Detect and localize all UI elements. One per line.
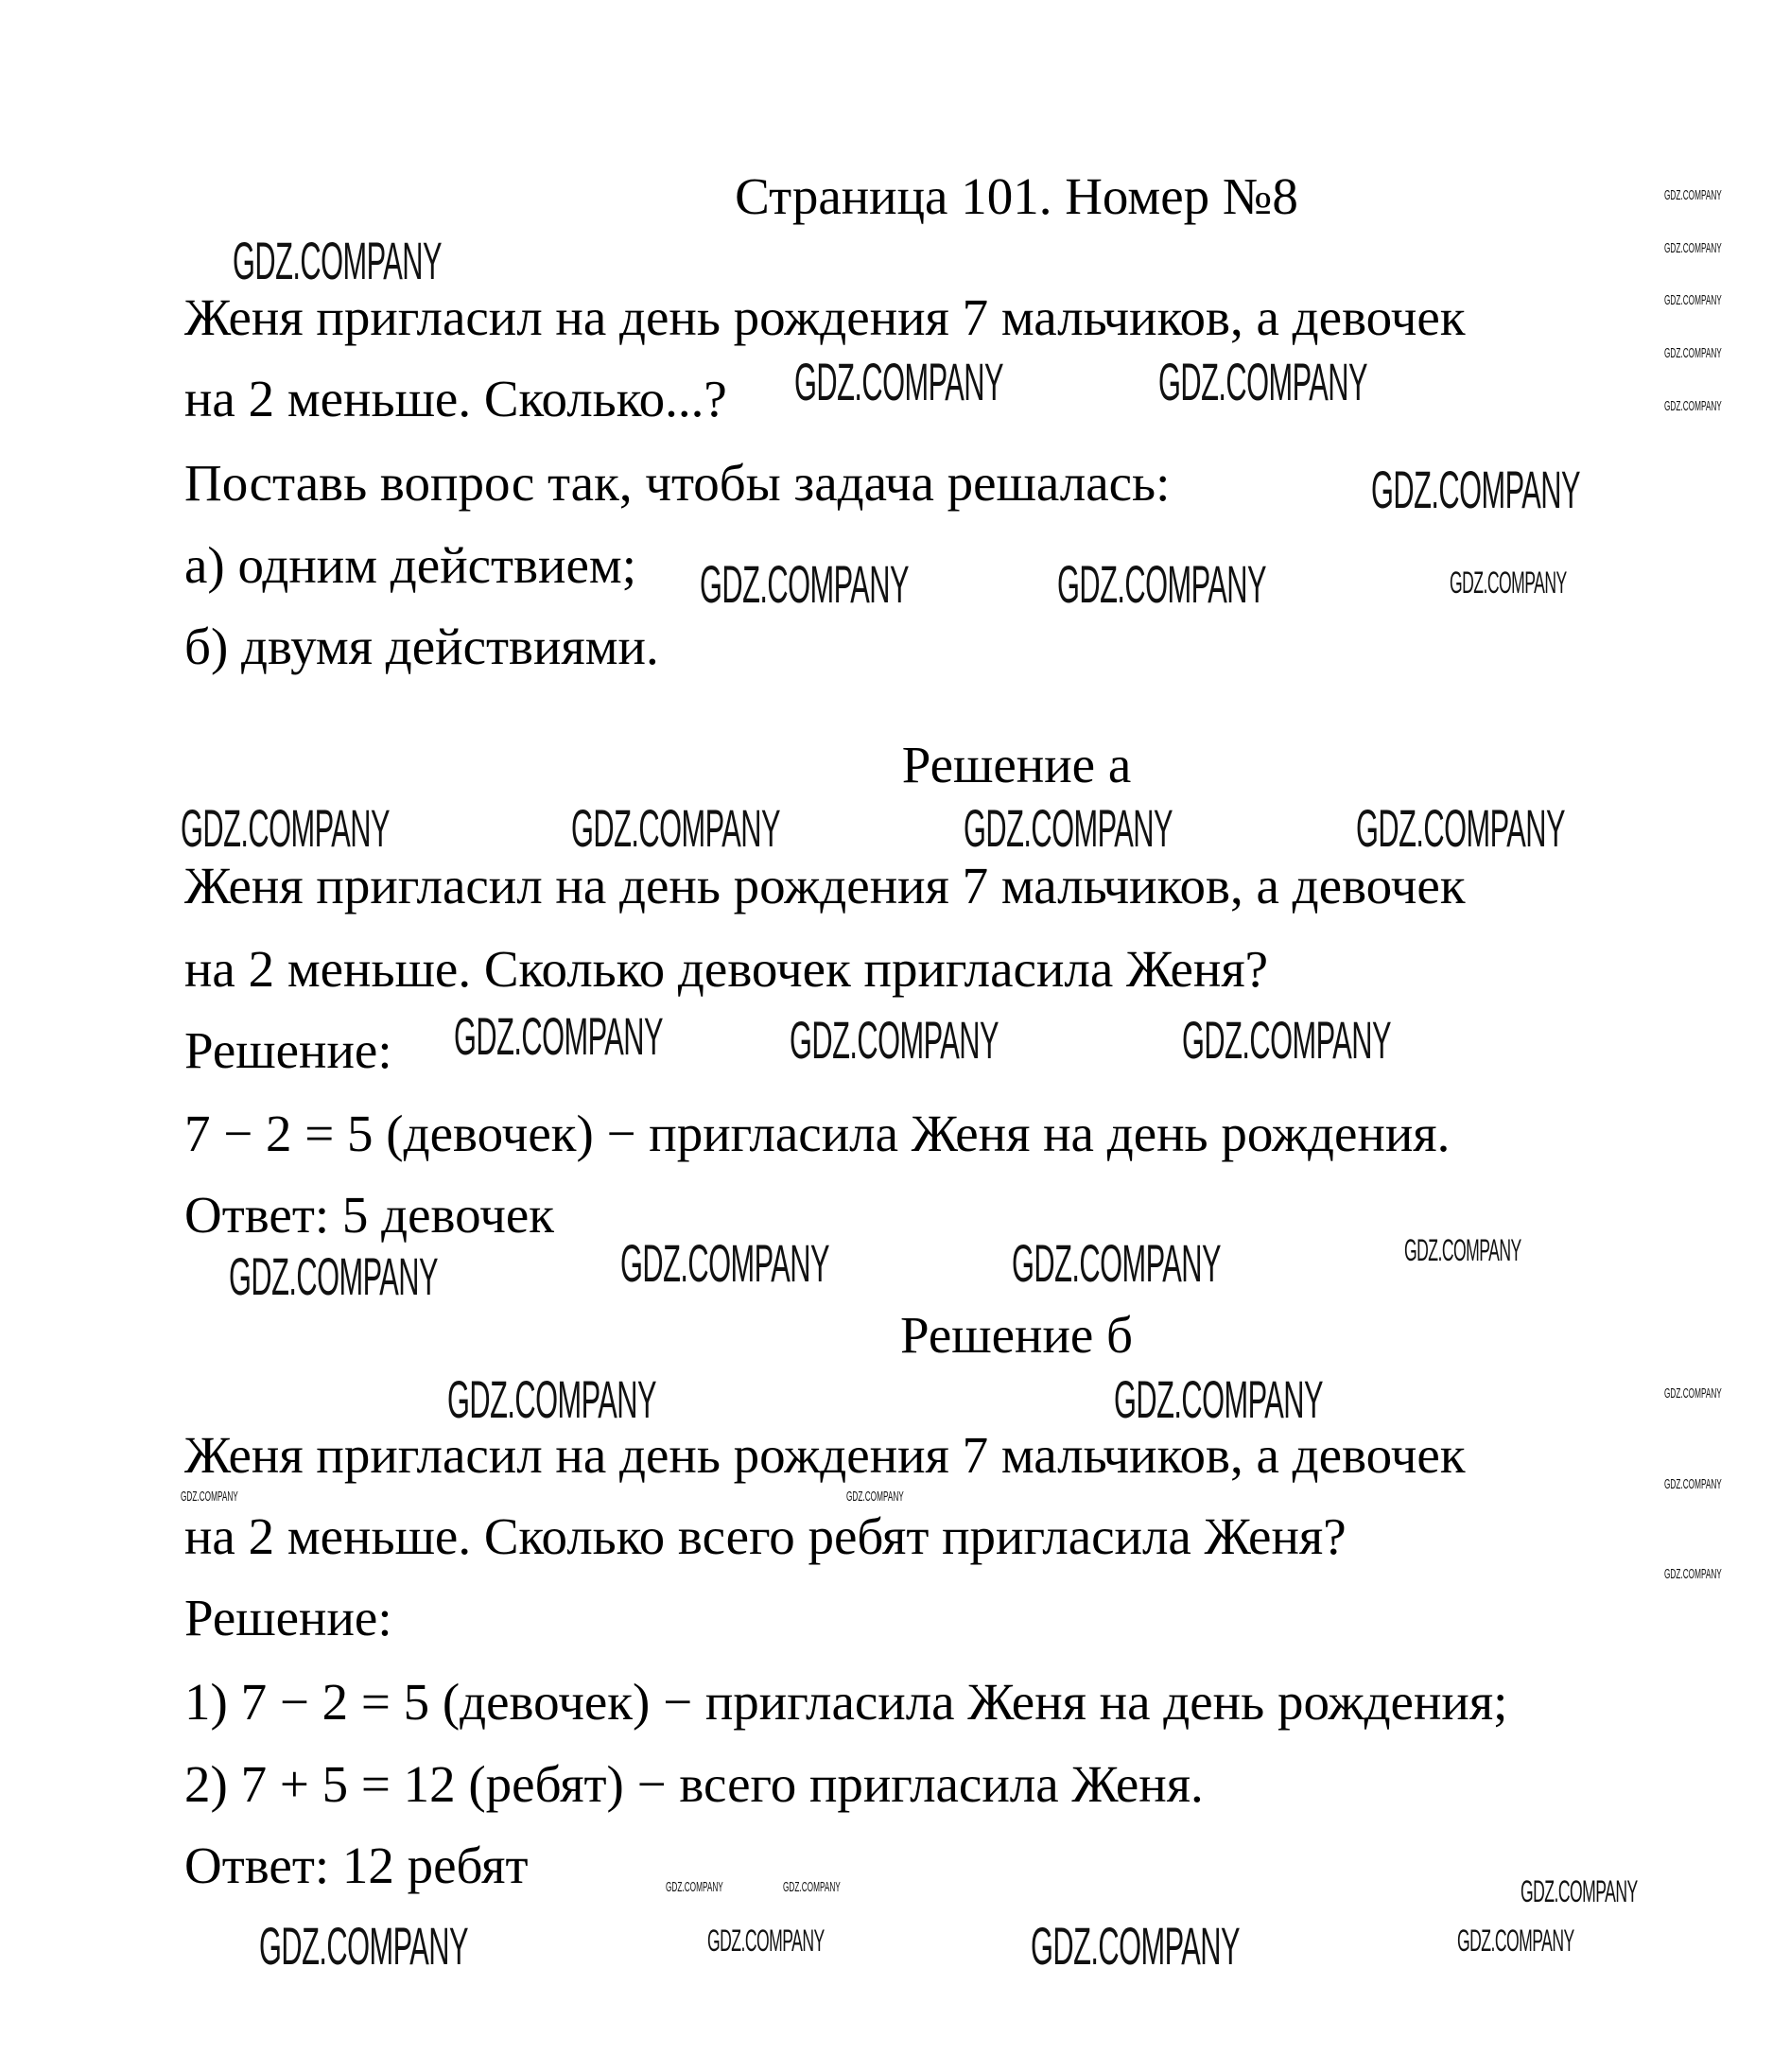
solution-a-answer: Ответ: 5 девочек bbox=[184, 1186, 554, 1244]
solution-b-step-2: 2) 7 + 5 = 12 (ребят) − всего пригласила Женя. bbox=[184, 1755, 1204, 1813]
watermark: GDZ.COMPANY bbox=[846, 1489, 904, 1505]
solution-b-line-1: Женя пригласил на день рождения 7 мальчиков, а девочек bbox=[184, 1426, 1466, 1484]
task-line-1: Женя пригласил на день рождения 7 мальчиков, а девочек bbox=[184, 288, 1466, 346]
watermark: GDZ.COMPANY bbox=[229, 1246, 438, 1306]
watermark: GDZ.COMPANY bbox=[1664, 292, 1722, 308]
watermark: GDZ.COMPANY bbox=[233, 231, 442, 290]
watermark: GDZ.COMPANY bbox=[181, 1489, 238, 1505]
watermark: GDZ.COMPANY bbox=[1012, 1233, 1221, 1293]
watermark: GDZ.COMPANY bbox=[1404, 1233, 1521, 1267]
watermark: GDZ.COMPANY bbox=[1450, 566, 1567, 600]
solution-a-step: 7 − 2 = 5 (девочек) − пригласила Женя на день рождения. bbox=[184, 1105, 1451, 1162]
watermark: GDZ.COMPANY bbox=[447, 1369, 656, 1429]
watermark: GDZ.COMPANY bbox=[1356, 798, 1565, 858]
watermark: GDZ.COMPANY bbox=[1457, 1924, 1574, 1958]
watermark: GDZ.COMPANY bbox=[454, 1006, 663, 1066]
watermark: GDZ.COMPANY bbox=[1114, 1369, 1323, 1429]
watermark: GDZ.COMPANY bbox=[1158, 352, 1367, 411]
watermark: GDZ.COMPANY bbox=[794, 352, 1003, 411]
watermark: GDZ.COMPANY bbox=[700, 554, 909, 614]
solution-a-line-2: на 2 меньше. Сколько девочек пригласила Женя? bbox=[184, 940, 1269, 998]
solution-a-label: Решение: bbox=[184, 1021, 392, 1079]
solution-a-heading: Решение а bbox=[901, 736, 1132, 793]
solution-b-step-1: 1) 7 − 2 = 5 (девочек) − пригласила Женя на день рождения; bbox=[184, 1673, 1508, 1731]
solution-b-heading: Решение б bbox=[899, 1306, 1134, 1364]
watermark: GDZ.COMPANY bbox=[790, 1010, 999, 1070]
task-option-b: б) двумя действиями. bbox=[184, 618, 659, 675]
watermark: GDZ.COMPANY bbox=[1521, 1874, 1638, 1908]
watermark: GDZ.COMPANY bbox=[1664, 240, 1722, 256]
watermark: GDZ.COMPANY bbox=[1664, 187, 1722, 203]
task-option-a: а) одним действием; bbox=[184, 536, 636, 594]
watermark: GDZ.COMPANY bbox=[1664, 1476, 1722, 1492]
watermark: GDZ.COMPANY bbox=[707, 1924, 825, 1958]
watermark: GDZ.COMPANY bbox=[1664, 398, 1722, 414]
task-line-2: на 2 меньше. Сколько...? bbox=[184, 370, 727, 427]
solution-b-label: Решение: bbox=[184, 1589, 392, 1646]
solution-b-answer: Ответ: 12 ребят bbox=[184, 1837, 529, 1894]
watermark: GDZ.COMPANY bbox=[181, 798, 390, 858]
solution-b-line-2: на 2 меньше. Сколько всего ребят пригласила Женя? bbox=[184, 1507, 1347, 1565]
watermark: GDZ.COMPANY bbox=[1664, 1566, 1722, 1582]
watermark: GDZ.COMPANY bbox=[1182, 1010, 1391, 1070]
watermark: GDZ.COMPANY bbox=[1031, 1916, 1240, 1976]
watermark: GDZ.COMPANY bbox=[259, 1916, 468, 1976]
watermark: GDZ.COMPANY bbox=[620, 1233, 829, 1293]
watermark: GDZ.COMPANY bbox=[964, 798, 1173, 858]
watermark: GDZ.COMPANY bbox=[571, 798, 780, 858]
watermark: GDZ.COMPANY bbox=[1664, 1385, 1722, 1402]
watermark: GDZ.COMPANY bbox=[1371, 460, 1580, 519]
task-instruction: Поставь вопрос так, чтобы задача решалась: bbox=[184, 454, 1171, 512]
solution-a-line-1: Женя пригласил на день рождения 7 мальчиков, а девочек bbox=[184, 857, 1466, 914]
watermark: GDZ.COMPANY bbox=[666, 1879, 723, 1895]
page-title: Страница 101. Номер №8 bbox=[735, 167, 1298, 225]
watermark: GDZ.COMPANY bbox=[783, 1879, 841, 1895]
watermark: GDZ.COMPANY bbox=[1664, 345, 1722, 361]
watermark: GDZ.COMPANY bbox=[1057, 554, 1266, 614]
